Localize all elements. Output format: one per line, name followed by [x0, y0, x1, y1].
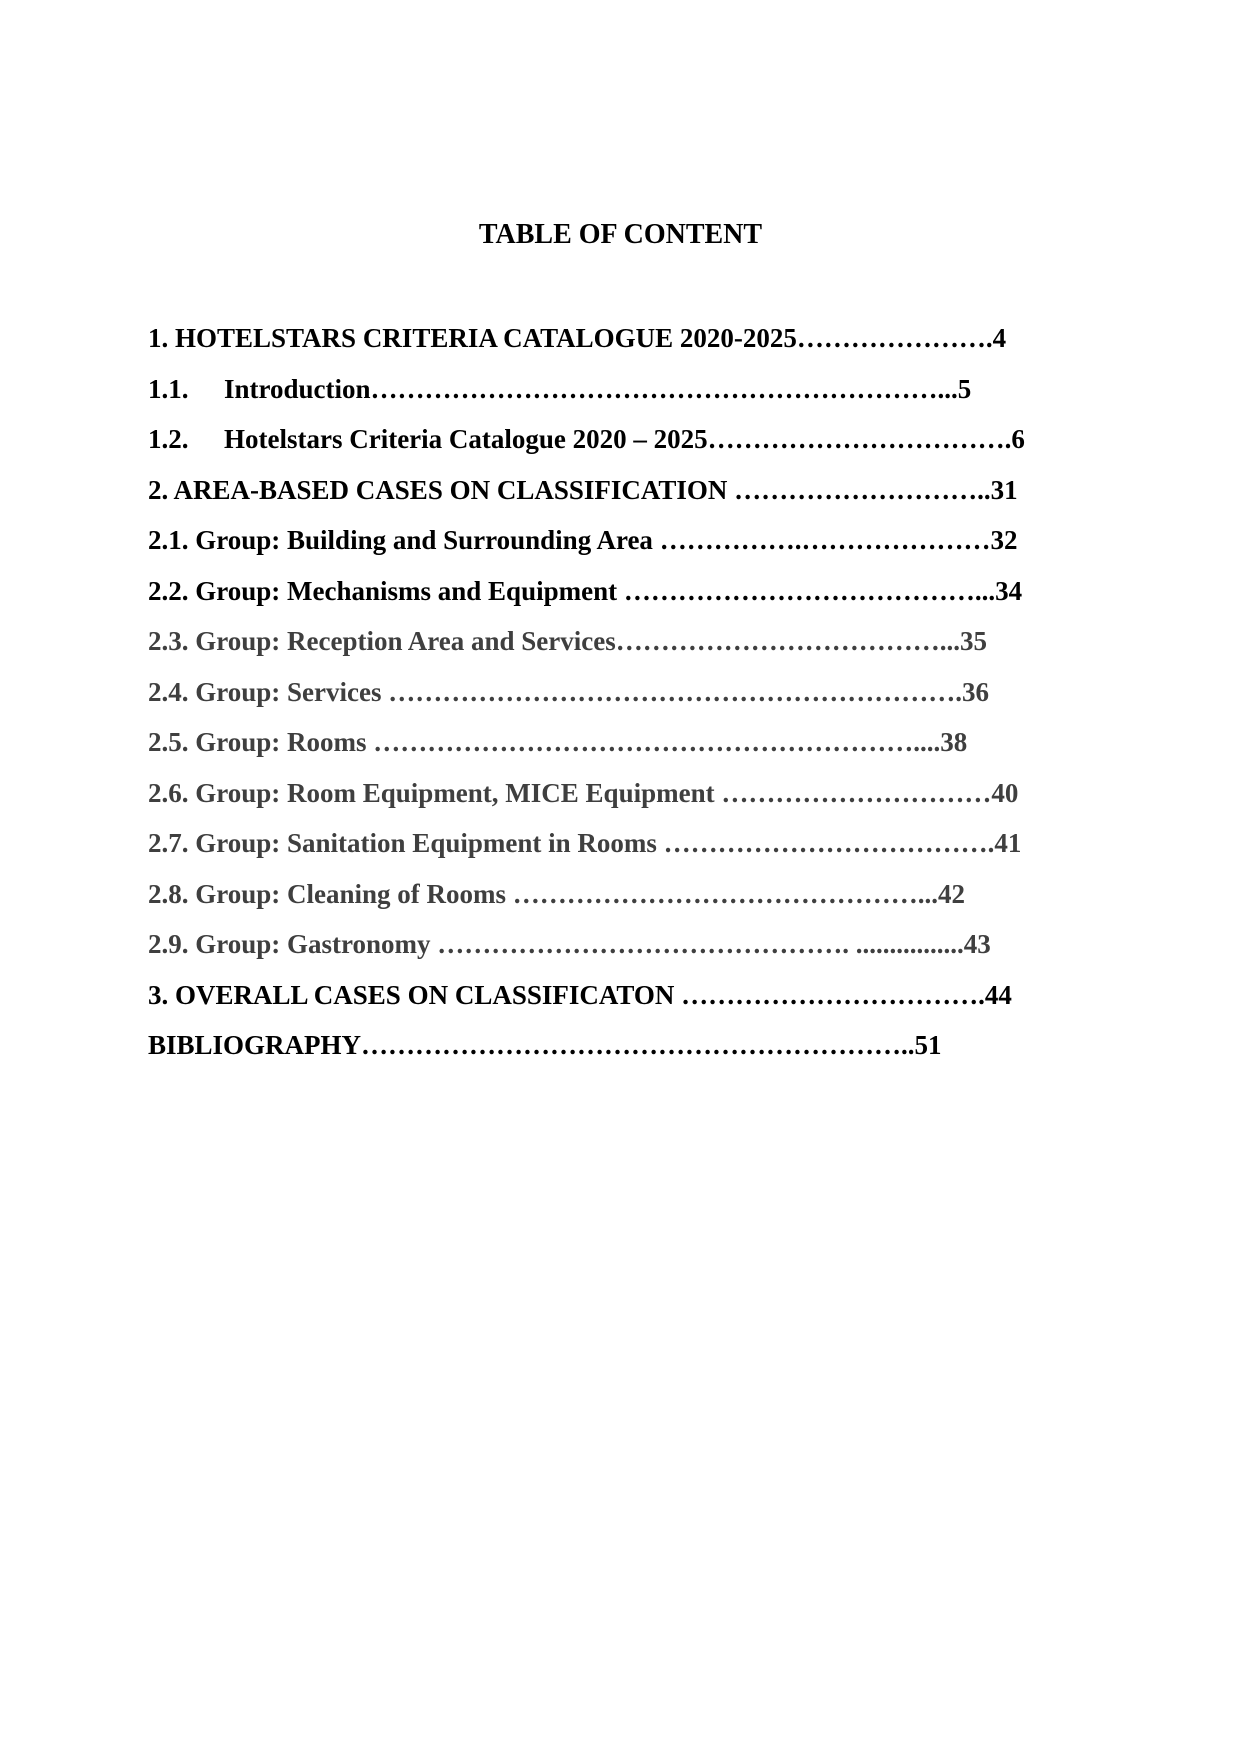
toc-entry-leader: ………………………………... [615, 626, 960, 656]
toc-entry-leader: ………………………………………... [506, 878, 939, 909]
toc-entry[interactable] [148, 623, 1098, 674]
toc-entry-page-number: 41 [994, 828, 1022, 858]
toc-entry-number: 2.6. [148, 777, 189, 808]
toc-entry-number: 1.2. [148, 424, 189, 454]
toc-entry-title: Introduction [224, 373, 371, 404]
toc-entry-page-number: 6 [1011, 424, 1025, 454]
toc-entry-leader: …………………………………... [617, 575, 996, 606]
toc-entry-leader: ………………………………………………………... [370, 373, 958, 404]
toc-entry-page-number: 44 [984, 979, 1012, 1010]
toc-entry[interactable] [148, 1027, 1098, 1078]
toc-entry-number: 2.4. [148, 676, 189, 707]
toc-entry[interactable] [148, 421, 1098, 472]
toc-entry-title: OVERALL CASES ON CLASSIFICATON [175, 979, 675, 1010]
toc-entry-title: Group: Cleaning of Rooms [195, 878, 507, 909]
toc-entry-leader: …………….………………… [652, 525, 991, 555]
toc-entry-number: 1. [148, 323, 169, 353]
toc-entry-number: 2.1. [148, 525, 189, 555]
toc-entry-number: 2. [148, 474, 169, 505]
toc-entry[interactable] [148, 876, 1098, 927]
toc-entry-page-number: 40 [991, 777, 1019, 808]
toc-entry-page-number: 32 [990, 525, 1018, 555]
toc-entry-number: 2.3. [148, 626, 189, 656]
toc-entry-title: Group: Mechanisms and Equipment [195, 575, 618, 606]
toc-entry[interactable] [148, 724, 1098, 775]
toc-entry-leader: ………………… [796, 323, 986, 353]
toc-entry-page-number: 34 [995, 575, 1023, 606]
toc-entry-title: Group: Room Equipment, MICE Equipment [195, 777, 715, 808]
toc-entry-page-number: 43 [963, 929, 991, 959]
toc-entry[interactable] [148, 371, 1098, 422]
toc-entry-number: 3. [148, 979, 169, 1010]
toc-entry-number: 2.7. [148, 828, 189, 858]
toc-entry-page-number: 42 [938, 878, 966, 909]
toc-entry-title: Group: Reception Area and Services [195, 626, 616, 656]
toc-entry-leader: ………………………………. [656, 828, 995, 858]
toc-title: TABLE OF CONTENT [478, 219, 763, 250]
toc-entry-page-number: 36 [961, 676, 989, 707]
toc-entry-page-number: 5 [957, 373, 972, 404]
toc-entry-page-number: 31 [990, 474, 1018, 505]
toc-entry-number: 2.5. [148, 727, 189, 757]
toc-entry-page-number: 38 [940, 727, 968, 757]
toc-entry[interactable] [148, 522, 1098, 573]
toc-entry[interactable] [148, 573, 1098, 624]
toc-entry-page-number: 35 [959, 626, 987, 656]
toc-entry-number: 2.9. [148, 929, 189, 959]
toc-entry-title: Group: Sanitation Equipment in Rooms [195, 828, 657, 858]
toc-entry[interactable] [148, 775, 1098, 826]
toc-entry[interactable] [148, 825, 1098, 876]
toc-entry[interactable] [148, 320, 1098, 371]
toc-entry-title: AREA-BASED CASES ON CLASSIFICATION [173, 474, 728, 505]
toc-entry-leader: ………………………………………. ................ [430, 929, 964, 959]
toc-entry[interactable] [148, 674, 1098, 725]
toc-entry-title: Group: Services [195, 676, 382, 707]
toc-entry-leader: ……………………………. [674, 979, 985, 1010]
toc-entry-number: 2.2. [148, 575, 189, 606]
toc-entry-leader: …………………………………………………….... [366, 727, 941, 757]
toc-entry-leader: ………………………………………………………. [381, 676, 962, 707]
toc-entry-page-number: 51 [914, 1030, 942, 1060]
toc-entry[interactable] [148, 926, 1098, 977]
toc-entry-leader: ………………………… [714, 777, 992, 808]
toc-entry-title: Group: Building and Surrounding Area [195, 525, 653, 555]
toc-entry-title: Hotelstars Criteria Catalogue 2020 – 2025 [224, 424, 708, 454]
toc-entry[interactable] [148, 472, 1098, 523]
toc-entry-title: HOTELSTARS CRITERIA CATALOGUE 2020-2025 [175, 323, 797, 353]
toc-entry-leader: …………………………………………………….. [361, 1030, 915, 1060]
toc-entry-number: 2.8. [148, 878, 189, 909]
toc-entry-page-number: .4 [985, 323, 1007, 353]
toc-entry-title: Group: Rooms [195, 727, 367, 757]
toc-entry-number: 1.1. [148, 373, 189, 404]
toc-list [148, 320, 1098, 1078]
toc-entry-leader: ……………………………. [707, 424, 1012, 454]
toc-entry[interactable] [148, 977, 1098, 1028]
toc-entry-title: BIBLIOGRAPHY [148, 1030, 362, 1060]
toc-entry-leader: ……………………….. [727, 474, 991, 505]
toc-entry-title: Group: Gastronomy [195, 929, 431, 959]
